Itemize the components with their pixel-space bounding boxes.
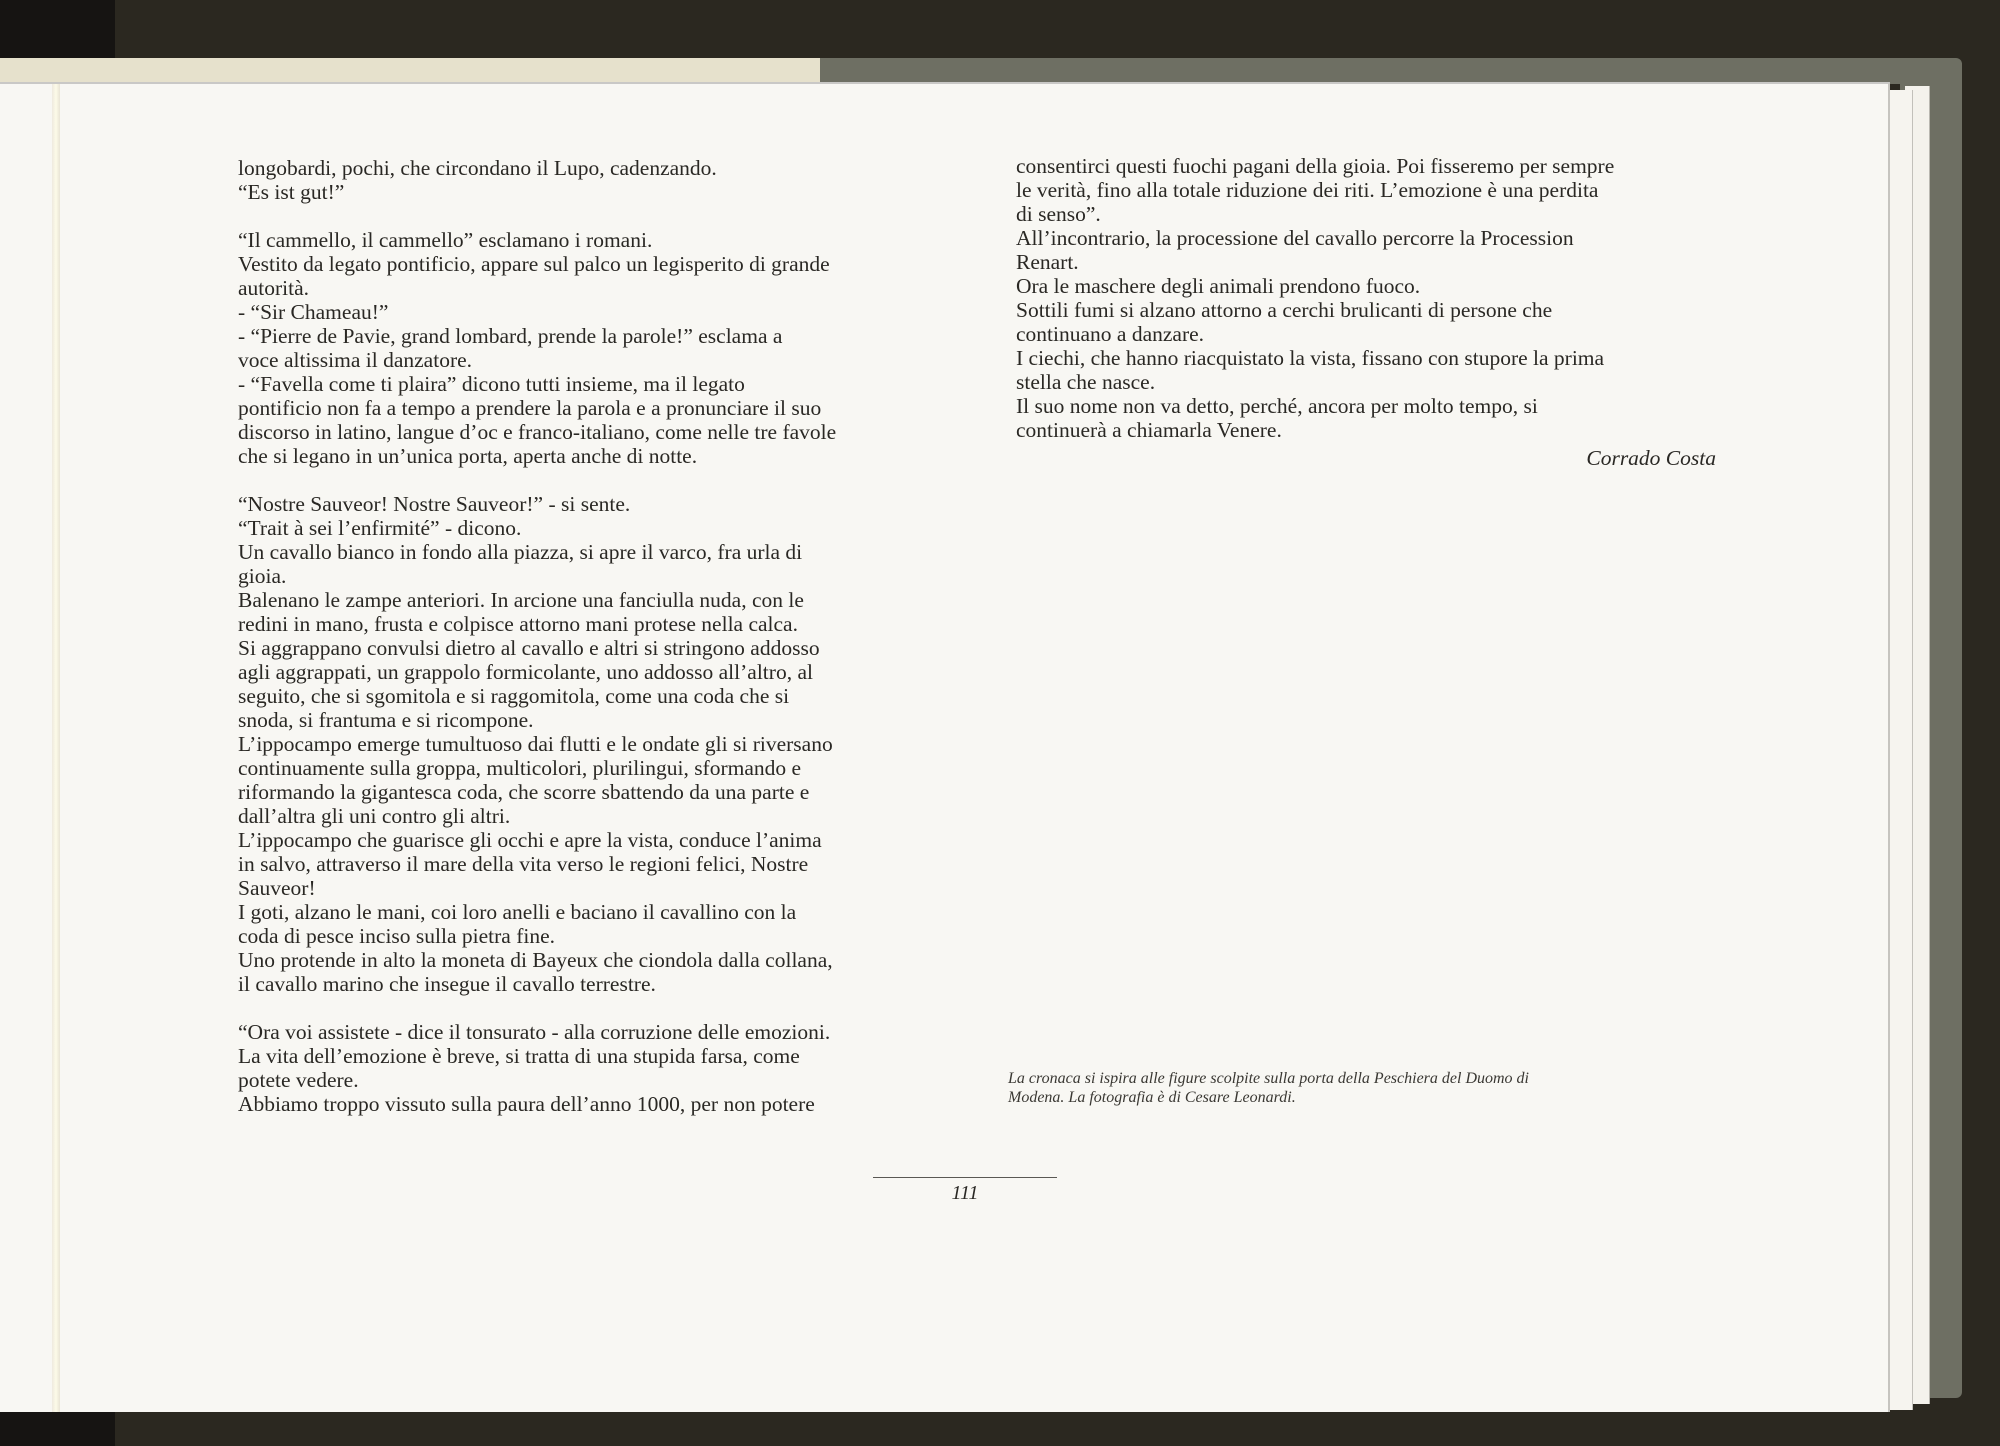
- text-line: consentirci questi fuochi pagani della gioia. Poi fisseremo per sempre: [1016, 154, 1615, 178]
- photo-caption: [1008, 1069, 1688, 1107]
- text-line: gioia.: [238, 564, 287, 588]
- text-line: il cavallo marino che insegue il cavallo terrestre.: [238, 972, 656, 996]
- text-line: autorità.: [238, 276, 310, 300]
- text-line: voce altissima il danzatore.: [238, 348, 473, 372]
- text-line: “Es ist gut!”: [238, 180, 345, 204]
- text-line: le verità, fino alla totale riduzione dei riti. L’emozione è una perdita: [1016, 178, 1599, 202]
- spine-fold: [52, 84, 60, 1412]
- text-line: stella che nasce.: [1016, 370, 1156, 394]
- text-line: Sottili fumi si alzano attorno a cerchi brulicanti di persone che: [1016, 298, 1553, 322]
- text-line: continuamente sulla groppa, multicolori, plurilingui, sformando e: [238, 756, 802, 780]
- caption-line: Modena. La fotografia è di Cesare Leonardi.: [1008, 1089, 1296, 1106]
- text-line: La vita dell’emozione è breve, si tratta di una stupida farsa, come: [238, 1044, 800, 1068]
- text-line: Sauveor!: [238, 876, 316, 900]
- right-text-column: [1016, 154, 1716, 470]
- text-line: seguito, che si sgomitola e si raggomitola, come una coda che si: [238, 684, 790, 708]
- text-line: Uno protende in alto la moneta di Bayeux che ciondola dalla collana,: [238, 948, 833, 972]
- text-line: Un cavallo bianco in fondo alla piazza, si apre il varco, fra urla di: [238, 540, 803, 564]
- text-line: coda di pesce inciso sulla pietra fine.: [238, 924, 556, 948]
- author-signature: Corrado Costa: [1586, 446, 1716, 470]
- caption-line: La cronaca si ispira alle figure scolpite sulla porta della Peschiera del Duomo di: [1008, 1070, 1529, 1087]
- text-line: che si legano in un’unica porta, aperta anche di notte.: [238, 444, 698, 468]
- text-line: dall’altra gli uni contro gli altri.: [238, 804, 511, 828]
- page-stack-edge: [1890, 90, 1913, 1410]
- text-line: potete vedere.: [238, 1068, 359, 1092]
- text-line: di senso”.: [1016, 202, 1101, 226]
- text-line: Vestito da legato pontificio, appare sul palco un legisperito di grande: [238, 252, 830, 276]
- text-line: L’ippocampo che guarisce gli occhi e apre la vista, conduce l’anima: [238, 828, 822, 852]
- paragraph: [238, 228, 938, 468]
- text-line: Renart.: [1016, 250, 1079, 274]
- text-line: continuerà a chiamarla Venere.: [1016, 418, 1282, 442]
- text-line: pontificio non fa a tempo a prendere la parola e a pronunciare il suo: [238, 396, 822, 420]
- text-line: continuano a danzare.: [1016, 322, 1205, 346]
- text-line: agli aggrappati, un grappolo formicolante, uno addosso all’altro, al: [238, 660, 813, 684]
- folio-rule: [873, 1177, 1057, 1178]
- left-text-column: [238, 156, 938, 1140]
- text-line: discorso in latino, langue d’oc e franco-italiano, come nelle tre favole: [238, 420, 837, 444]
- page-number: 111: [951, 1182, 979, 1204]
- text-line: “Ora voi assistete - dice il tonsurato - alla corruzione delle emozioni.: [238, 1020, 831, 1044]
- paragraph: [238, 492, 938, 996]
- text-line: “Il cammello, il cammello” esclamano i romani.: [238, 228, 653, 252]
- text-line: - “Sir Chameau!”: [238, 300, 389, 324]
- text-line: - “Pierre de Pavie, grand lombard, prende la parole!” esclama a: [238, 324, 783, 348]
- text-line: snoda, si frantuma e si ricompone.: [238, 708, 534, 732]
- text-line: Abbiamo troppo vissuto sulla paura dell’anno 1000, per non potere: [238, 1092, 815, 1116]
- text-line: redini in mano, frusta e colpisce attorno mani protese nella calca.: [238, 612, 798, 636]
- text-line: I goti, alzano le mani, coi loro anelli e baciano il cavallino con la: [238, 900, 797, 924]
- text-line: longobardi, pochi, che circondano il Lupo, cadenzando.: [238, 156, 717, 180]
- paragraph: [238, 1020, 938, 1116]
- text-line: in salvo, attraverso il mare della vita verso le regioni felici, Nostre: [238, 852, 809, 876]
- text-line: Si aggrappano convulsi dietro al cavallo e altri si stringono addosso: [238, 636, 820, 660]
- paragraph: [238, 156, 938, 204]
- text-line: “Trait à sei l’enfirmité” - dicono.: [238, 516, 522, 540]
- text-line: riformando la gigantesca coda, che scorre sbattendo da una parte e: [238, 780, 810, 804]
- text-line: I ciechi, che hanno riacquistato la vista, fissano con stupore la prima: [1016, 346, 1605, 370]
- book-cover-top: [820, 58, 1960, 84]
- text-line: All’incontrario, la processione del cavallo percorre la Procession: [1016, 226, 1574, 250]
- text-line: L’ippocampo emerge tumultuoso dai flutti e le ondate gli si riversano: [238, 732, 833, 756]
- right-paragraph: [1016, 154, 1716, 442]
- text-line: Balenano le zampe anteriori. In arcione una fanciulla nuda, con le: [238, 588, 804, 612]
- text-line: Ora le maschere degli animali prendono fuoco.: [1016, 274, 1421, 298]
- page-top-edge: [0, 58, 820, 84]
- text-line: Il suo nome non va detto, perché, ancora per molto tempo, si: [1016, 394, 1538, 418]
- text-line: - “Favella come ti plaira” dicono tutti insieme, ma il legato: [238, 372, 745, 396]
- text-line: “Nostre Sauveor! Nostre Sauveor!” - si sente.: [238, 492, 631, 516]
